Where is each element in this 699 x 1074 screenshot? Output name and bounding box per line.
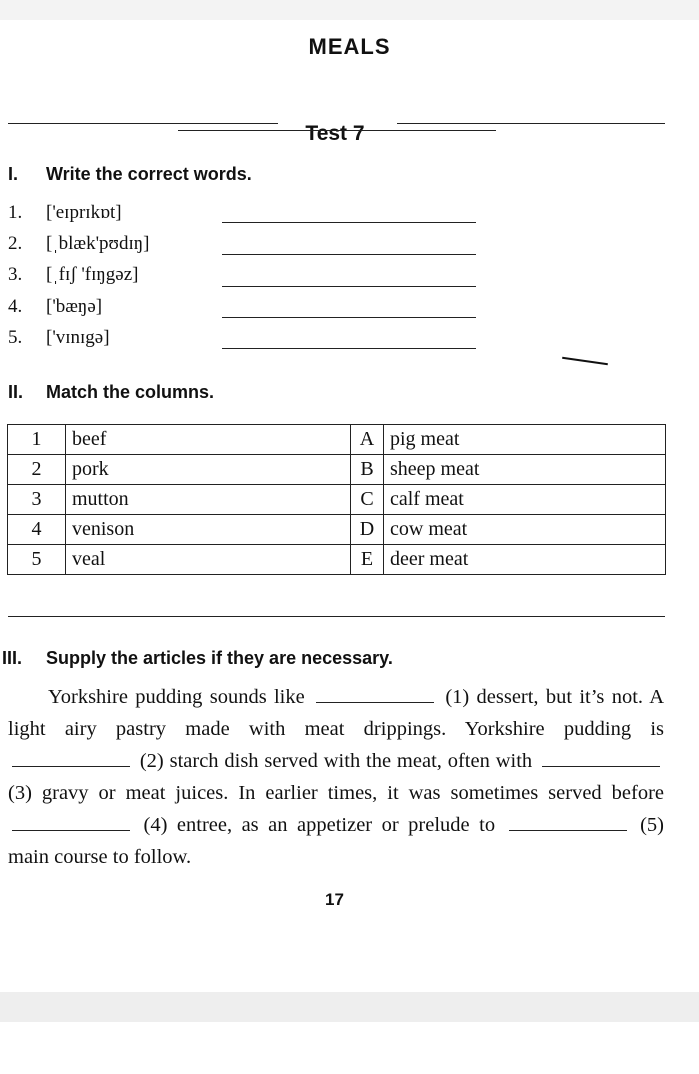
section2-title: Match the columns. <box>46 382 215 402</box>
title-underline <box>178 130 496 131</box>
paragraph-text: Yorkshire pudding sounds like <box>48 686 305 708</box>
meaning-cell: calf meat <box>384 485 666 515</box>
question-number: 4. <box>8 296 23 317</box>
paragraph-text: (5) main course to follow. <box>8 814 665 868</box>
section1-number: I. <box>8 164 19 184</box>
question-1 <box>8 202 122 224</box>
paragraph-text: (4) entree, as an appetizer or prelude to <box>143 814 496 836</box>
table-row <box>8 545 666 575</box>
question-number: 1. <box>8 202 23 223</box>
answer-line-4[interactable] <box>222 317 476 318</box>
letter-cell: E <box>351 545 384 575</box>
section2-heading <box>8 382 214 403</box>
bottom-strip <box>0 992 699 1022</box>
letter-cell: A <box>351 425 384 455</box>
question-5 <box>8 327 110 349</box>
article-blank-4[interactable] <box>12 814 130 831</box>
question-number: 3. <box>8 264 23 285</box>
word-cell: venison <box>66 515 351 545</box>
question-2 <box>8 233 149 255</box>
row-number: 2 <box>8 455 66 485</box>
meaning-cell: cow meat <box>384 515 666 545</box>
row-number: 1 <box>8 425 66 455</box>
transcription: ['eɪprɪkɒt] <box>46 202 122 223</box>
letter-cell: C <box>351 485 384 515</box>
meaning-cell: sheep meat <box>384 455 666 485</box>
transcription: ['vɪnɪgə] <box>46 327 110 348</box>
transcription: [ˌblæk'pʊdɪŋ] <box>46 233 150 254</box>
article-blank-1[interactable] <box>316 686 434 703</box>
meaning-cell: deer meat <box>384 545 666 575</box>
top-strip <box>0 0 699 20</box>
paragraph-text: (3) gravy or meat juices. In earlier times, it was sometimes served before <box>8 782 664 804</box>
word-cell: beef <box>66 425 351 455</box>
section2-number: II. <box>8 382 24 402</box>
cloze-paragraph <box>8 681 664 873</box>
article-blank-5[interactable] <box>509 814 627 831</box>
table-row <box>8 485 666 515</box>
test-title: Test 7 <box>305 122 365 145</box>
answer-line-2[interactable] <box>222 254 476 255</box>
section3-title: Supply the articles if they are necessary. <box>46 648 393 668</box>
answer-line-1[interactable] <box>222 222 476 223</box>
section1-heading <box>8 164 252 185</box>
transcription: ['bæŋə] <box>46 296 103 317</box>
letter-cell: B <box>351 455 384 485</box>
article-blank-2[interactable] <box>12 750 130 767</box>
letter-cell: D <box>351 515 384 545</box>
table-row <box>8 425 666 455</box>
paragraph-text: (2) starch dish served with the meat, often with <box>139 750 533 772</box>
table-row <box>8 515 666 545</box>
section3-number: III. <box>2 648 23 668</box>
transcription: [ˌfɪʃ 'fɪŋgəz] <box>46 264 139 285</box>
chapter-title: MEALS <box>308 34 391 59</box>
section1-title: Write the correct words. <box>46 164 252 184</box>
question-4 <box>8 296 102 318</box>
question-number: 2. <box>8 233 23 254</box>
row-number: 4 <box>8 515 66 545</box>
page-number: 17 <box>325 890 344 909</box>
word-cell: mutton <box>66 485 351 515</box>
word-cell: pork <box>66 455 351 485</box>
table-row <box>8 455 666 485</box>
title-rule-right <box>397 123 665 124</box>
answer-line-3[interactable] <box>222 286 476 287</box>
question-3 <box>8 264 138 286</box>
title-rule-left <box>8 123 278 124</box>
row-number: 3 <box>8 485 66 515</box>
article-blank-3[interactable] <box>542 750 660 767</box>
answer-line-5[interactable] <box>222 348 476 349</box>
row-number: 5 <box>8 545 66 575</box>
paragraph-text: (1) dessert, but it’s not. A light airy pastry made with meat drippings. Yorkshire pudding is <box>8 686 664 740</box>
section3-heading <box>2 648 393 669</box>
meaning-cell: pig meat <box>384 425 666 455</box>
match-table <box>7 424 666 575</box>
question-number: 5. <box>8 327 23 348</box>
section-divider <box>8 616 665 617</box>
word-cell: veal <box>66 545 351 575</box>
pen-mark <box>562 357 608 365</box>
